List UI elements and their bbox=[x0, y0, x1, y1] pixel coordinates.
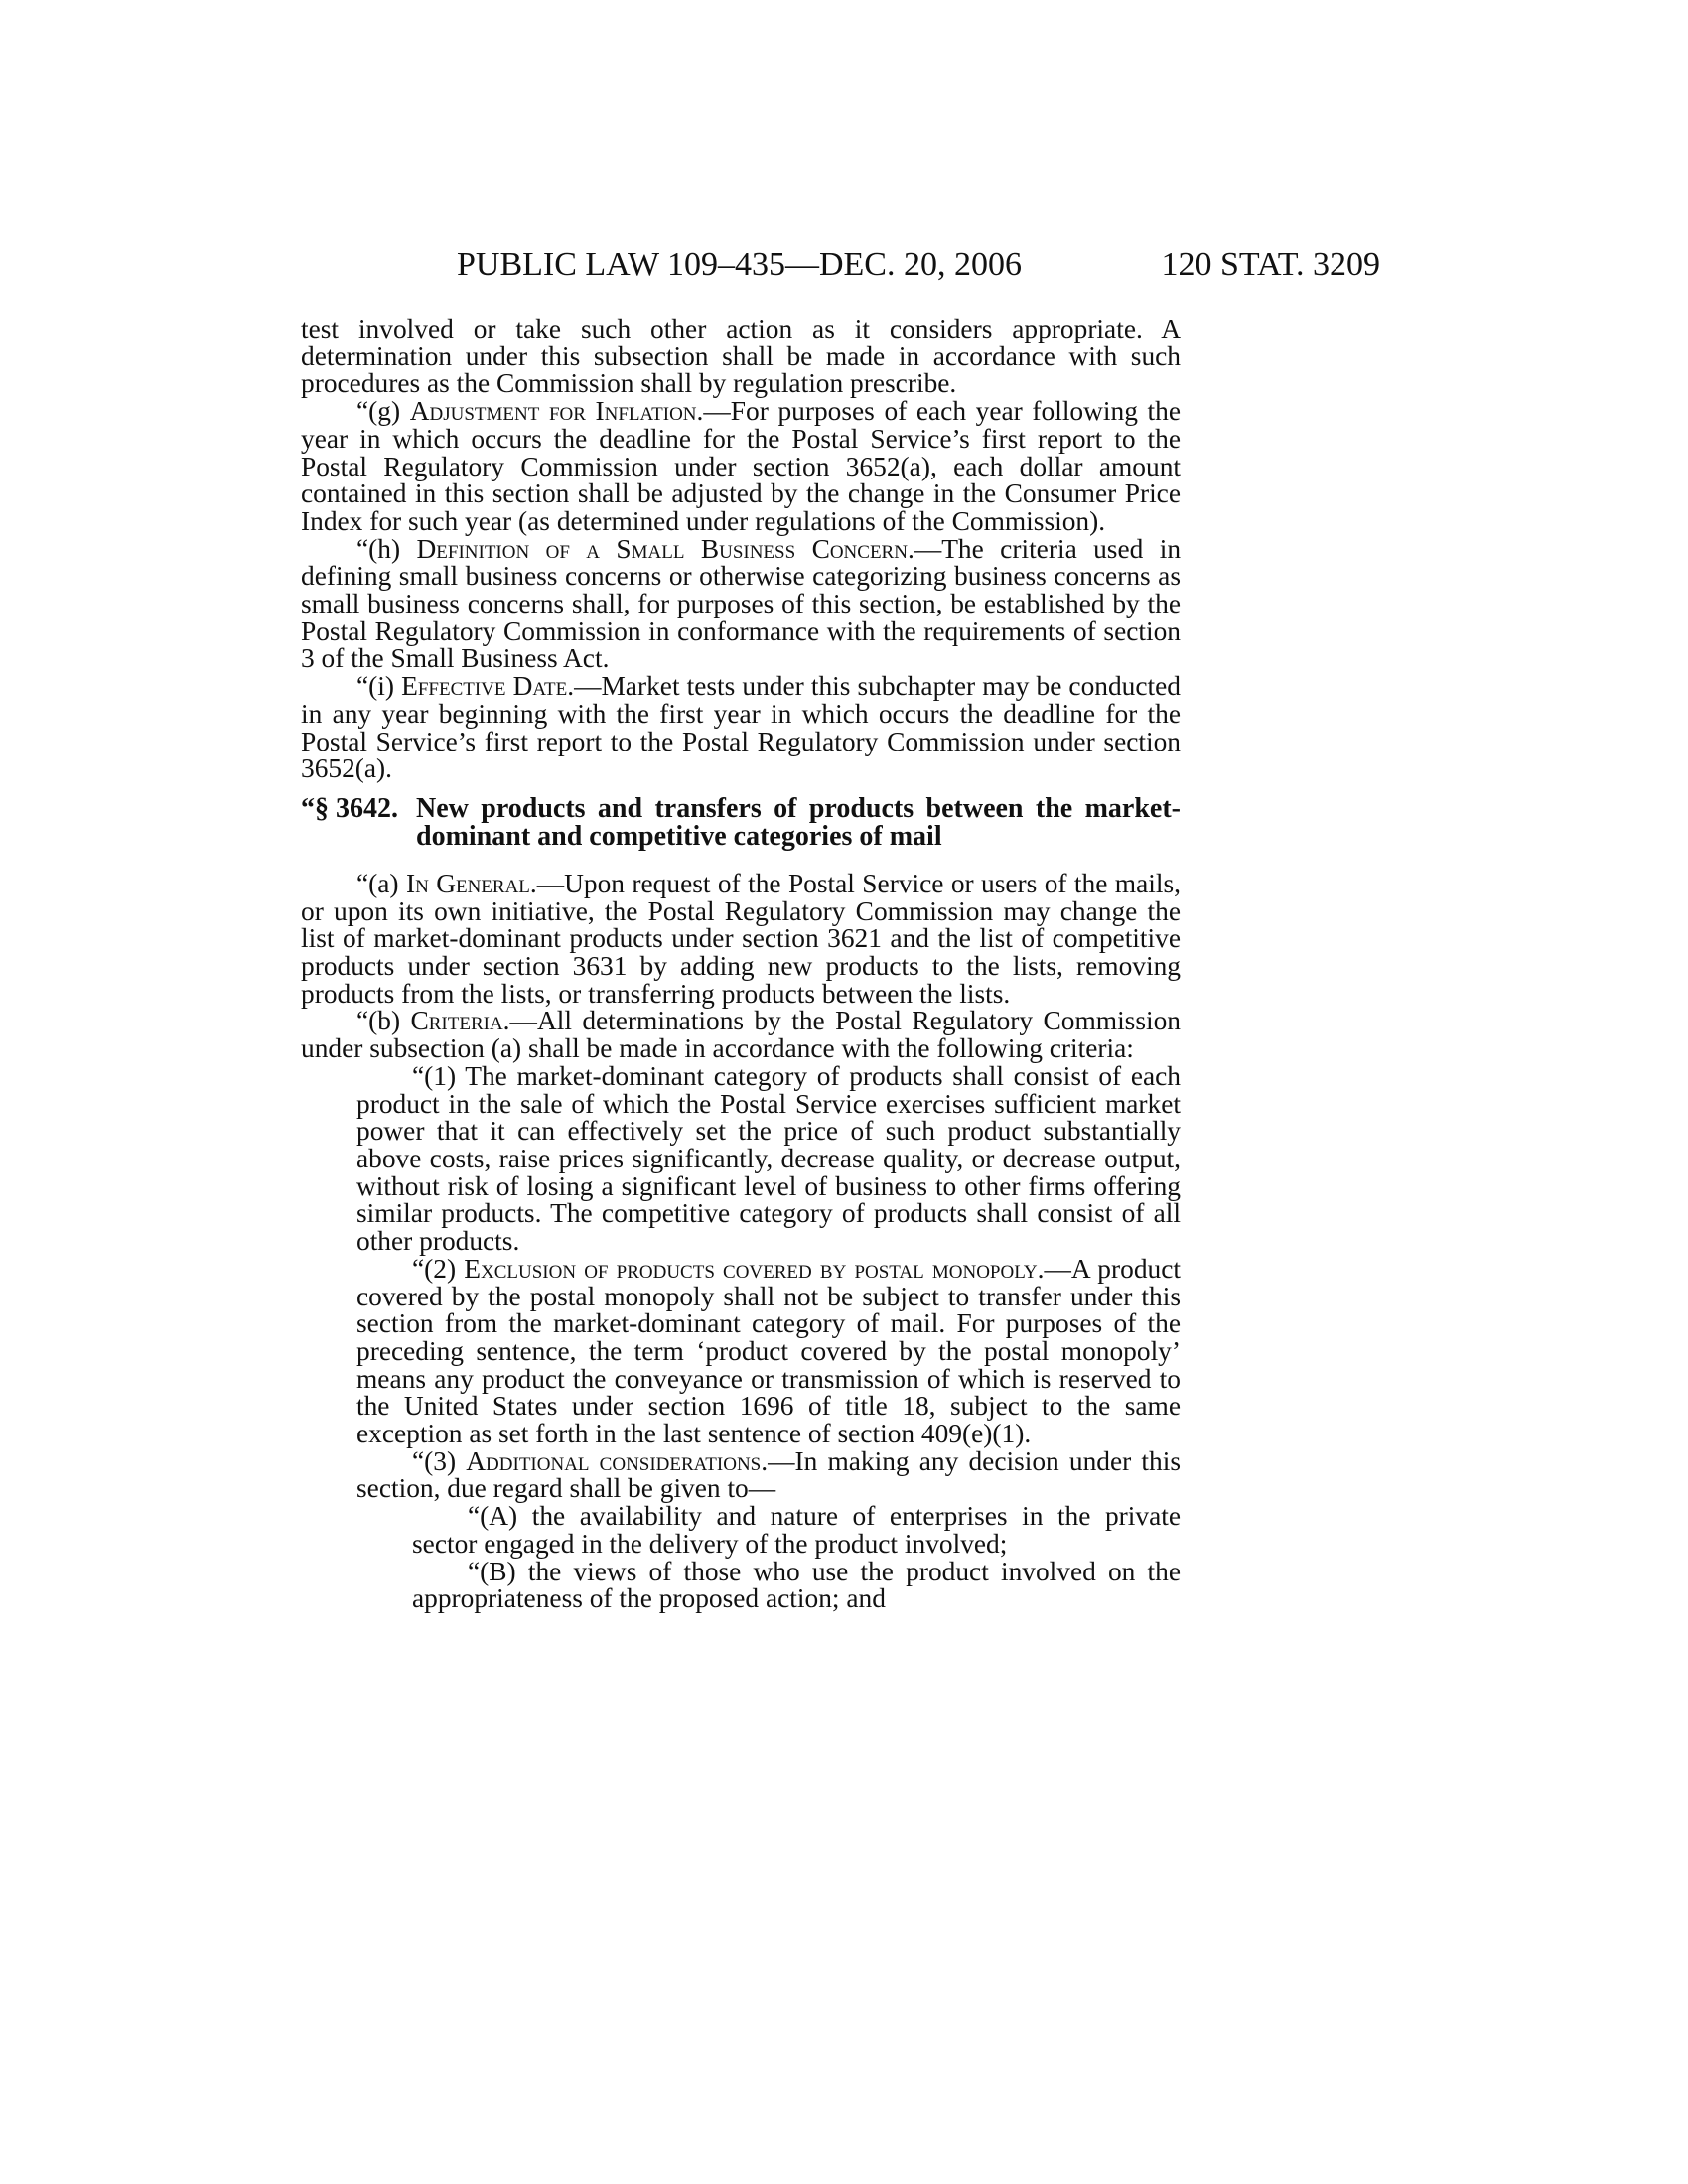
paragraph-b3 bbox=[356, 1445, 1182, 1504]
subsection-b bbox=[301, 1008, 1181, 1062]
subsection-i-text: —Market tests under this subchapter may be conducted in any year beginning with the first year in which occurs the deadline for the Postal Service’s first report to the Postal Regulatory Commission under section 3652(a). bbox=[301, 671, 1181, 784]
subsection-i bbox=[301, 673, 1181, 783]
subsection-i-heading: Effective Date. bbox=[401, 671, 575, 702]
subsection-a-heading: In General. bbox=[405, 868, 537, 898]
statute-page-number: 120 STAT. 3209 bbox=[1161, 246, 1380, 283]
paragraph-b3-heading: Additional considerations. bbox=[466, 1445, 769, 1476]
subsection-b-heading: Criteria. bbox=[410, 1006, 510, 1036]
subsection-h-text: —The criteria used in defining small business concerns or otherwise categorizing business concerns as small business concerns shall, for purposes of this section, be established by the Postal Regulatory Commission in conformance with the requirements of section 3 of the Small Business Act. bbox=[301, 533, 1182, 674]
running-header bbox=[298, 246, 1390, 292]
section-number: “§ 3642. bbox=[301, 792, 398, 824]
section-title: New products and transfers of products between the market-dominant and competitive categories of mail bbox=[416, 792, 1181, 852]
paragraph-b3-text: —In making any decision under this section, due regard shall be given to— bbox=[356, 1445, 1182, 1504]
section-heading bbox=[301, 792, 1181, 852]
paragraph-b2 bbox=[356, 1253, 1181, 1449]
subsection-a bbox=[301, 868, 1181, 1009]
continued-paragraph: test involved or take such other action as it considers appropriate. A determination under this subsection shall be made in accordance with such procedures as the Commission shall by regulation prescribe. bbox=[301, 314, 1181, 399]
subsection-g-text: —For purposes of each year following the year in which occurs the deadline for the Postal Service’s first report to the Postal Regulatory Commission under section 3652(a), each dollar amount contained in this section shall be adjusted by the change in the Consumer Price Index for such year (as determined under regulations of the Commission). bbox=[301, 396, 1181, 536]
paragraph-b1: “(1) The market-dominant category of products shall consist of each product in the sale of which the Postal Service exercises sufficient market power that it can effectively set the price of such product substantially above costs, raise prices significantly, decrease quality, or decrease output, without risk of losing a significant level of business to other firms offering similar products. The competitive category of products shall consist of all other products. bbox=[356, 1060, 1181, 1257]
subsection-a-text: —Upon request of the Postal Service or users of the mails, or upon its own initiative, the Postal Regulatory Commission may change the list of market-dominant products under section 3621 and the list of competitive products under section 3631 by adding new products to the lists, removing products from the lists, or transferring products between the lists. bbox=[301, 868, 1181, 1009]
paragraph-b2-label: “(2) bbox=[412, 1253, 465, 1284]
public-law-citation: PUBLIC LAW 109–435—DEC. 20, 2006 bbox=[457, 246, 1022, 283]
paragraph-b2-text: —A product covered by the postal monopoly shall not be subject to transfer under this section from the market-dominant category of mail. For purposes of the preceding sentence, the term ‘product covered by the postal monopoly’ means any product the conveyance or transmission of which is reserved to the United States under section 1696 of title 18, subject to the same exception as set forth in the last sentence of section 409(e)(1). bbox=[356, 1253, 1181, 1449]
subsection-g-label: “(g) bbox=[356, 396, 410, 427]
subsection-g-heading: Adjustment for Inflation. bbox=[409, 396, 704, 427]
subsection-b-text: —All determinations by the Postal Regulatory Commission under subsection (a) shall be made in accordance with the following criteria: bbox=[301, 1006, 1181, 1064]
subsection-i-label: “(i) bbox=[356, 671, 402, 702]
subsection-h-heading: Definition of a Small Business Concern. bbox=[416, 533, 914, 564]
document-body bbox=[301, 316, 1181, 1613]
subsection-h-label: “(h) bbox=[356, 533, 417, 564]
subsection-g bbox=[301, 398, 1181, 536]
subparagraph-b3b: “(B) the views of those who use the product involved on the appropriateness of the proposed action; and bbox=[412, 1556, 1181, 1614]
subsection-h bbox=[301, 533, 1182, 674]
paragraph-b3-label: “(3) bbox=[412, 1445, 467, 1476]
paragraph-b2-heading: Exclusion of products covered by postal monopoly. bbox=[464, 1253, 1045, 1284]
subparagraph-b3a: “(A) the availability and nature of enterprises in the private sector engaged in the delivery of the product involved; bbox=[412, 1501, 1181, 1559]
subsection-b-label: “(b) bbox=[356, 1006, 411, 1036]
subsection-a-label: “(a) bbox=[356, 868, 406, 898]
